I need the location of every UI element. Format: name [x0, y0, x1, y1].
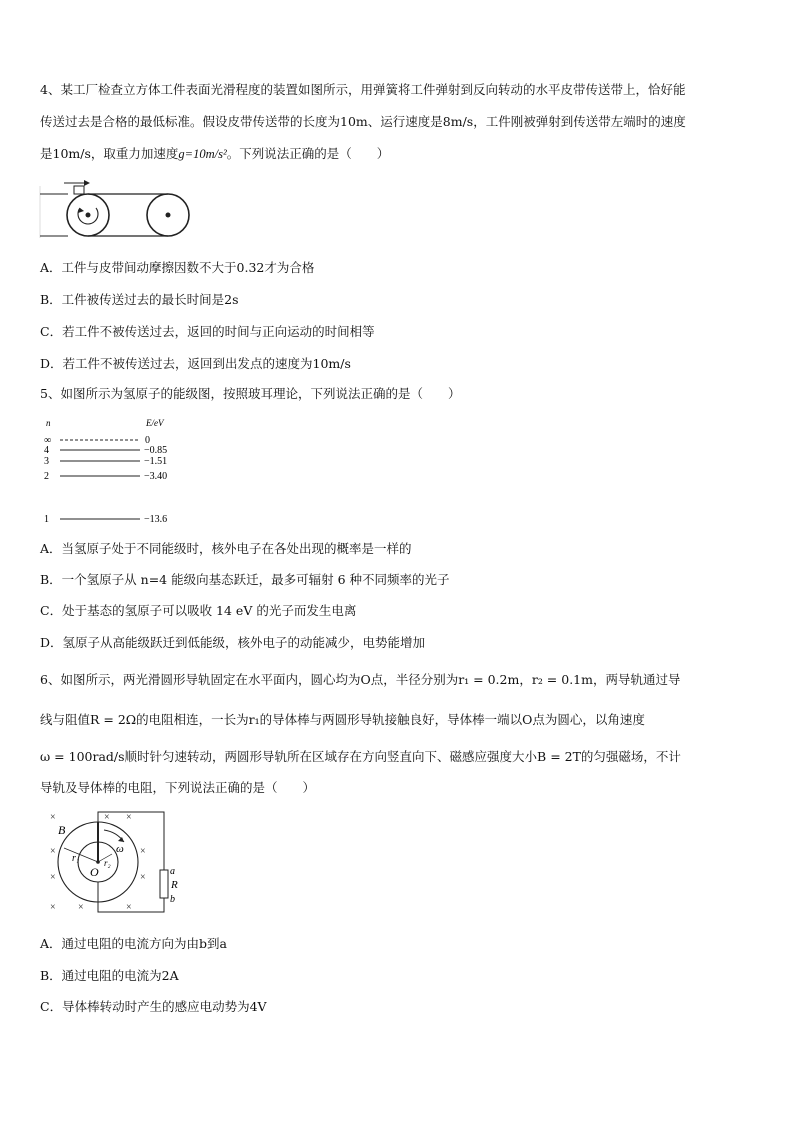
- cross: ×: [140, 846, 146, 857]
- q4-stem-3a: 是10m/s，取重力加速度: [40, 146, 179, 161]
- cross: ×: [104, 812, 110, 823]
- level-3-e: −1.51: [144, 456, 168, 467]
- radius-r1: [64, 848, 98, 862]
- q6-stem-line-1: 6、如图所示，两光滑圆形导轨固定在水平面内，圆心均为O点，半径分别为r₁ = 0.2m，r₂ = 0.1m，两导轨通过导: [40, 672, 681, 687]
- cross: ×: [140, 872, 146, 883]
- q4-stem-3c: 。下列说法正确的是（ ）: [226, 146, 390, 161]
- q5-option-a: A．当氢原子处于不同能级时，核外电子在各处出现的概率是一样的: [40, 541, 412, 556]
- q6-option-a: A．通过电阻的电流方向为由b到a: [40, 936, 227, 951]
- q4-option-c: C．若工件不被传送过去，返回的时间与正向运动的时间相等: [40, 324, 375, 339]
- level-inf-e: 0: [145, 435, 150, 446]
- q4-stem-line-2: 传送过去是合格的最低标准。假设皮带传送带的长度为10m、运行速度是8m/s，工件刚被弹射到传送带左端时的速度: [40, 114, 686, 129]
- level-4-n: 4: [44, 445, 49, 456]
- energy-level-diagram: [40, 414, 200, 532]
- level-4-e: −0.85: [144, 445, 168, 456]
- label-omega: ω: [116, 843, 124, 855]
- cross: ×: [50, 846, 56, 857]
- q6-stem-line-2: 线与阻值R = 2Ω的电阻相连，一长为r₁的导体棒与两圆形导轨接触良好，导体棒一端以O点为圆心，以角速度: [40, 712, 645, 727]
- field-label-b: B: [58, 823, 66, 837]
- label-o: O: [90, 865, 99, 879]
- cross: ×: [78, 902, 84, 913]
- q4-option-a: A．工件与皮带间动摩擦因数不大于0.32才为合格: [40, 260, 315, 275]
- resistor: [160, 870, 168, 898]
- label-b: b: [170, 894, 175, 905]
- conveyor-belt-diagram: [38, 178, 198, 244]
- rotating-rod-diagram: [44, 808, 204, 920]
- level-1-n: 1: [44, 514, 49, 525]
- q4-stem-line-3: [40, 144, 760, 164]
- n-axis-label: n: [46, 418, 51, 428]
- q4-stem-line-1: 4、某工厂检查立方体工件表面光滑程度的装置如图所示，用弹簧将工件弹射到反向转动的水平皮带传送带上，恰好能: [40, 82, 686, 97]
- label-a: a: [170, 866, 175, 877]
- q4-option-d: D．若工件不被传送过去，返回到出发点的速度为10m/s: [40, 356, 351, 371]
- q6-stem-line-3: ω = 100rad/s顺时针匀速转动，两圆形导轨所在区域存在方向竖直向下、磁感应强度大小B = 2T的匀强磁场，不计: [40, 749, 681, 764]
- energy-axis-label: E/eV: [146, 418, 164, 428]
- q6-option-c: C．导体棒转动时产生的感应电动势为4V: [40, 999, 267, 1014]
- q5-option-b: B．一个氢原子从 n=4 能级向基态跃迁，最多可辐射 6 种不同频率的光子: [40, 572, 450, 587]
- q4-option-b: B．工件被传送过去的最长时间是2s: [40, 292, 239, 307]
- level-2-e: −3.40: [144, 471, 168, 482]
- cross: ×: [50, 812, 56, 823]
- cross: ×: [126, 812, 132, 823]
- level-3-n: 3: [44, 456, 49, 467]
- q5-option-c: C．处于基态的氢原子可以吸收 14 eV 的光子而发生电离: [40, 603, 357, 618]
- cross: ×: [126, 902, 132, 913]
- label-r1: r₁: [72, 853, 80, 864]
- cross: ×: [50, 902, 56, 913]
- q5-option-d: D．氢原子从高能级跃迁到低能级，核外电子的动能减少，电势能增加: [40, 635, 426, 650]
- q6-option-b: B．通过电阻的电流为2A: [40, 968, 179, 983]
- level-1-e: −13.6: [144, 514, 168, 525]
- label-r2: r₂: [104, 858, 111, 868]
- q4-gravity: g=10m/s²: [178, 147, 227, 161]
- cross: ×: [50, 872, 56, 883]
- q6-stem-line-4: 导轨及导体棒的电阻，下列说法正确的是（ ）: [40, 780, 316, 795]
- q5-stem: 5、如图所示为氢原子的能级图，按照玻耳理论，下列说法正确的是（ ）: [40, 386, 461, 401]
- label-r: R: [171, 879, 178, 891]
- level-2-n: 2: [44, 471, 49, 482]
- level-inf-n: ∞: [44, 435, 52, 446]
